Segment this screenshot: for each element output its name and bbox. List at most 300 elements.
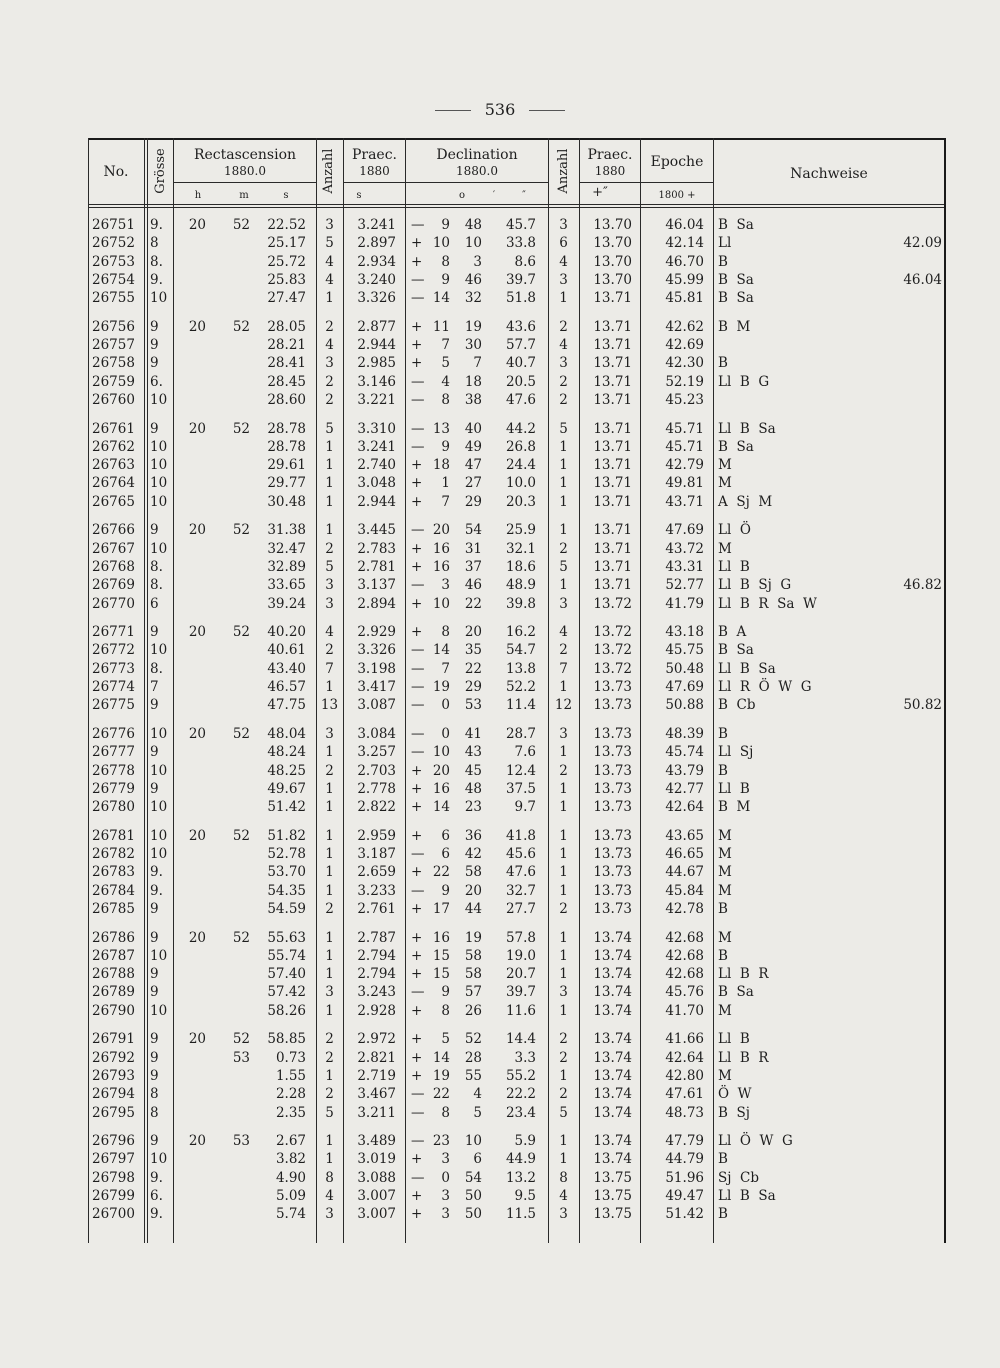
magnitude: 7 [150,679,159,696]
references: B M [718,318,751,335]
declination-minutes: 58 [464,966,482,983]
epoch: 42.78 [665,900,704,917]
epoch: 45.71 [665,438,704,455]
declination-degrees: 17 [432,900,450,917]
header-dec-title: Declination [436,147,518,163]
declination-minutes: 43 [464,744,482,761]
page-number: 536 [0,100,1000,119]
obs-count-dec: 1 [559,1151,568,1168]
declination-seconds: 13.2 [505,1169,536,1186]
references: Sj Cb [718,1169,759,1186]
epoch: 45.81 [665,290,704,307]
obs-count-dec: 3 [559,725,568,742]
declination-degrees: 22 [432,1086,450,1103]
star-number: 26771 [92,624,135,641]
precession-dec: 13.71 [593,420,632,437]
ra-seconds: 27.47 [267,290,306,307]
epoch: 42.77 [665,780,704,797]
obs-count-dec: 1 [559,475,568,492]
precession-dec: 13.71 [593,318,632,335]
precession-dec: 13.71 [593,337,632,354]
declination-sign: — [411,744,425,761]
header-ra-epoch: 1880.0 [224,164,266,178]
declination-degrees: 19 [432,679,450,696]
declination-degrees: 9 [441,217,450,233]
ra-seconds: 32.89 [267,558,306,575]
references: Ll B Sa [718,660,776,677]
references: M [718,827,732,844]
declination-seconds: 54.7 [505,642,536,659]
header-dec-min: ′ [492,190,496,201]
precession-ra: 3.233 [357,882,396,899]
precession-ra: 2.778 [357,780,396,797]
ra-seconds: 0.73 [275,1049,306,1066]
precession-dec: 13.73 [593,882,632,899]
star-number: 26779 [92,780,135,797]
precession-ra: 2.787 [357,929,396,946]
references: M [718,457,732,474]
epoch: 43.65 [665,827,704,844]
magnitude: 9 [150,900,159,917]
declination-minutes: 46 [464,577,482,594]
magnitude: 9 [150,318,159,335]
star-number: 26759 [92,373,135,390]
declination-sign: + [411,799,423,816]
table-row [88,438,946,456]
table-row [88,1169,946,1187]
declination-minutes: 7 [473,355,482,372]
header-anzahl-1: Anzahl [321,148,336,194]
precession-dec: 13.73 [593,827,632,844]
precession-ra: 3.221 [357,391,396,408]
declination-sign: — [411,217,425,233]
obs-count-ra: 4 [325,253,334,270]
declination-degrees: 20 [432,522,450,539]
magnitude: 10 [150,457,168,474]
declination-seconds: 55.2 [505,1067,536,1084]
precession-ra: 2.944 [357,493,396,510]
declination-seconds: 11.4 [505,697,536,714]
precession-ra: 3.326 [357,290,396,307]
declination-seconds: 9.5 [514,1188,536,1205]
ra-seconds: 3.82 [275,1151,306,1168]
declination-sign: + [411,966,423,983]
table-row [88,576,946,594]
obs-count-ra: 5 [325,235,334,252]
references: M [718,846,732,863]
table-row [88,947,946,965]
extra-epoch: 42.09 [903,235,942,252]
epoch: 49.47 [665,1188,704,1205]
precession-ra: 3.048 [357,475,396,492]
declination-minutes: 27 [464,475,482,492]
obs-count-ra: 1 [325,457,334,474]
references: B Sa [718,984,754,1001]
precession-dec: 13.73 [593,864,632,881]
row-group [88,521,946,623]
row-group [88,623,946,725]
epoch: 42.62 [665,318,704,335]
header-praec1-title: Praec. [351,147,398,163]
ra-seconds: 4.90 [275,1169,306,1186]
declination-minutes: 29 [464,493,482,510]
declination-degrees: 20 [432,762,450,779]
declination-sign: — [411,373,425,390]
precession-ra: 2.928 [357,1002,396,1019]
precession-dec: 13.73 [593,780,632,797]
references: B [718,762,728,779]
ra-seconds: 40.61 [267,642,306,659]
table-row [88,660,946,678]
ra-seconds: 28.45 [267,373,306,390]
star-number: 26763 [92,457,135,474]
declination-minutes: 58 [464,864,482,881]
precession-dec: 13.75 [593,1188,632,1205]
star-number: 26782 [92,846,135,863]
declination-degrees: 9 [441,882,450,899]
declination-sign: + [411,1151,423,1168]
epoch: 47.69 [665,679,704,696]
ra-seconds: 48.04 [267,725,306,742]
table-row [88,521,946,539]
precession-dec: 13.73 [593,697,632,714]
declination-minutes: 19 [464,929,482,946]
precession-dec: 13.72 [593,624,632,641]
epoch: 41.79 [665,595,704,612]
references: B Sa [718,642,754,659]
star-number: 26781 [92,827,135,844]
references: B Sa [718,438,754,455]
declination-minutes: 4 [473,1086,482,1103]
declination-sign: + [411,827,423,844]
declination-seconds: 33.8 [505,235,536,252]
epoch: 46.04 [665,217,704,233]
magnitude: 9. [150,1206,163,1223]
obs-count-dec: 8 [559,1169,568,1186]
star-number: 26764 [92,475,135,492]
ra-seconds: 47.75 [267,697,306,714]
extra-epoch: 50.82 [903,697,942,714]
table-row [88,474,946,492]
row-group [88,1132,946,1234]
obs-count-ra: 3 [325,1206,334,1223]
obs-count-ra: 2 [325,318,334,335]
declination-minutes: 47 [464,457,482,474]
precession-ra: 2.794 [357,947,396,964]
references: M [718,475,732,492]
magnitude: 9 [150,337,159,354]
epoch: 52.77 [665,577,704,594]
ra-seconds: 2.35 [275,1104,306,1121]
ra-seconds: 51.42 [267,799,306,816]
declination-degrees: 9 [441,271,450,288]
ra-hours: 20 [188,929,206,946]
declination-degrees: 3 [441,1151,450,1168]
obs-count-ra: 4 [325,337,334,354]
magnitude: 10 [150,540,168,557]
table-row [88,558,946,576]
ra-seconds: 25.83 [267,271,306,288]
precession-ra: 3.146 [357,373,396,390]
declination-seconds: 45.6 [505,846,536,863]
table-row [88,725,946,743]
declination-degrees: 14 [432,290,450,307]
ra-seconds: 32.47 [267,540,306,557]
precession-dec: 13.74 [593,929,632,946]
table-row [88,271,946,289]
magnitude: 10 [150,947,168,964]
declination-degrees: 9 [441,438,450,455]
declination-degrees: 19 [432,1067,450,1084]
references: M [718,1067,732,1084]
obs-count-ra: 1 [325,1067,334,1084]
magnitude: 10 [150,475,168,492]
references: Ll [718,235,732,252]
obs-count-dec: 1 [559,1133,568,1150]
declination-sign: + [411,947,423,964]
declination-seconds: 13.8 [505,660,536,677]
declination-minutes: 18 [464,373,482,390]
ra-seconds: 29.61 [267,457,306,474]
magnitude: 6. [150,373,163,390]
precession-dec: 13.71 [593,475,632,492]
table-row [88,1049,946,1067]
row-group [88,1030,946,1132]
obs-count-ra: 3 [325,725,334,742]
obs-count-ra: 1 [325,1002,334,1019]
obs-count-dec: 1 [559,846,568,863]
obs-count-ra: 4 [325,1188,334,1205]
declination-seconds: 12.4 [505,762,536,779]
obs-count-ra: 2 [325,900,334,917]
precession-ra: 2.959 [357,827,396,844]
star-number: 26793 [92,1067,135,1084]
obs-count-ra: 1 [325,679,334,696]
ra-seconds: 54.59 [267,900,306,917]
precession-ra: 3.007 [357,1188,396,1205]
epoch: 45.99 [665,271,704,288]
table-row [88,1002,946,1020]
star-number: 26756 [92,318,135,335]
epoch: 50.48 [665,660,704,677]
star-number: 26799 [92,1188,135,1205]
declination-sign: — [411,438,425,455]
declination-minutes: 44 [464,900,482,917]
declination-seconds: 32.1 [505,540,536,557]
declination-seconds: 32.7 [505,882,536,899]
header-dec-epoch: 1880.0 [456,164,498,178]
magnitude: 8 [150,1104,159,1121]
magnitude: 10 [150,290,168,307]
declination-minutes: 29 [464,679,482,696]
epoch: 43.79 [665,762,704,779]
ra-hours: 20 [188,420,206,437]
precession-ra: 2.972 [357,1031,396,1048]
epoch: 43.31 [665,558,704,575]
magnitude: 8 [150,235,159,252]
magnitude: 9 [150,966,159,983]
declination-minutes: 54 [464,522,482,539]
obs-count-ra: 1 [325,1133,334,1150]
epoch: 48.73 [665,1104,704,1121]
ra-seconds: 43.40 [267,660,306,677]
obs-count-dec: 3 [559,595,568,612]
declination-minutes: 55 [464,1067,482,1084]
ra-seconds: 28.21 [267,337,306,354]
declination-degrees: 14 [432,1049,450,1066]
references: B Cb [718,697,756,714]
declination-seconds: 44.2 [505,420,536,437]
header-no: No. [103,164,129,180]
obs-count-ra: 1 [325,780,334,797]
precession-ra: 3.084 [357,725,396,742]
precession-ra: 3.243 [357,984,396,1001]
ra-seconds: 53.70 [267,864,306,881]
declination-minutes: 20 [464,624,482,641]
declination-seconds: 41.8 [505,827,536,844]
table-row [88,798,946,816]
ra-hours: 20 [188,624,206,641]
ra-seconds: 5.09 [275,1188,306,1205]
precession-dec: 13.74 [593,984,632,1001]
magnitude: 9 [150,420,159,437]
obs-count-dec: 1 [559,522,568,539]
declination-degrees: 5 [441,355,450,372]
precession-dec: 13.74 [593,1067,632,1084]
epoch: 44.79 [665,1151,704,1168]
ra-seconds: 28.78 [267,420,306,437]
ra-seconds: 33.65 [267,577,306,594]
declination-minutes: 53 [464,697,482,714]
declination-degrees: 4 [441,373,450,390]
declination-sign: + [411,253,423,270]
ra-seconds: 28.41 [267,355,306,372]
table-row [88,216,946,234]
precession-ra: 3.489 [357,1133,396,1150]
star-number: 26796 [92,1133,135,1150]
ra-minutes: 52 [232,318,250,335]
declination-minutes: 3 [473,253,482,270]
table-row [88,762,946,780]
declination-sign: — [411,725,425,742]
ra-seconds: 31.38 [267,522,306,539]
table-row [88,595,946,613]
declination-seconds: 24.4 [505,457,536,474]
declination-minutes: 45 [464,762,482,779]
precession-dec: 13.71 [593,391,632,408]
declination-sign: + [411,762,423,779]
ra-hours: 20 [188,1031,206,1048]
magnitude: 9 [150,522,159,539]
references: Ll B R Sa W [718,595,817,612]
precession-dec: 13.73 [593,744,632,761]
obs-count-dec: 4 [559,624,568,641]
star-number: 26786 [92,929,135,946]
references: Ll Ö [718,522,751,539]
precession-ra: 3.007 [357,1206,396,1223]
declination-sign: + [411,900,423,917]
obs-count-dec: 3 [559,217,568,233]
obs-count-ra: 1 [325,493,334,510]
declination-degrees: 11 [432,318,450,335]
header-ra-m: m [239,190,249,201]
declination-seconds: 5.9 [514,1133,536,1150]
obs-count-dec: 12 [554,697,573,714]
table-row [88,1132,946,1150]
precession-ra: 2.929 [357,624,396,641]
table-row [88,493,946,511]
precession-dec: 13.72 [593,642,632,659]
obs-count-ra: 1 [325,947,334,964]
precession-dec: 13.74 [593,1031,632,1048]
declination-minutes: 35 [464,642,482,659]
references: M [718,882,732,899]
obs-count-dec: 2 [559,391,568,408]
references: Ll B G [718,373,770,390]
obs-count-dec: 3 [559,271,568,288]
declination-seconds: 43.6 [505,318,536,335]
header-dec-sec: ″ [522,190,526,201]
header-ra-s: s [283,190,289,201]
references: B Sa [718,271,754,288]
declination-seconds: 8.6 [514,253,536,270]
star-catalogue-table [88,138,946,1243]
declination-sign: — [411,290,425,307]
declination-degrees: 10 [432,744,450,761]
header-ra-title: Rectascension [193,147,297,163]
obs-count-dec: 1 [559,577,568,594]
declination-minutes: 22 [464,660,482,677]
obs-count-dec: 3 [559,984,568,1001]
declination-degrees: 16 [432,540,450,557]
header-epoche-title: Epoche [650,154,704,170]
declination-degrees: 6 [441,827,450,844]
precession-dec: 13.71 [593,355,632,372]
ra-seconds: 5.74 [275,1206,306,1223]
declination-sign: + [411,457,423,474]
magnitude: 8. [150,660,163,677]
precession-dec: 13.71 [593,558,632,575]
declination-seconds: 22.2 [505,1086,536,1103]
table-row [88,827,946,845]
declination-sign: — [411,882,425,899]
declination-seconds: 20.3 [505,493,536,510]
precession-ra: 2.877 [357,318,396,335]
obs-count-ra: 1 [325,1151,334,1168]
star-number: 26797 [92,1151,135,1168]
epoch: 42.64 [665,799,704,816]
declination-minutes: 52 [464,1031,482,1048]
star-number: 26794 [92,1086,135,1103]
star-number: 26795 [92,1104,135,1121]
star-number: 26790 [92,1002,135,1019]
ra-seconds: 48.25 [267,762,306,779]
header-ra-h: h [194,190,202,201]
references: B [718,1151,728,1168]
obs-count-ra: 5 [325,420,334,437]
row-group [88,725,946,827]
magnitude: 8. [150,577,163,594]
obs-count-ra: 3 [325,984,334,1001]
declination-seconds: 18.6 [505,558,536,575]
precession-dec: 13.73 [593,762,632,779]
declination-sign: — [411,697,425,714]
references: Ll B Sa [718,1188,776,1205]
row-group [88,827,946,929]
magnitude: 9 [150,355,159,372]
declination-seconds: 9.7 [514,799,536,816]
declination-degrees: 8 [441,391,450,408]
